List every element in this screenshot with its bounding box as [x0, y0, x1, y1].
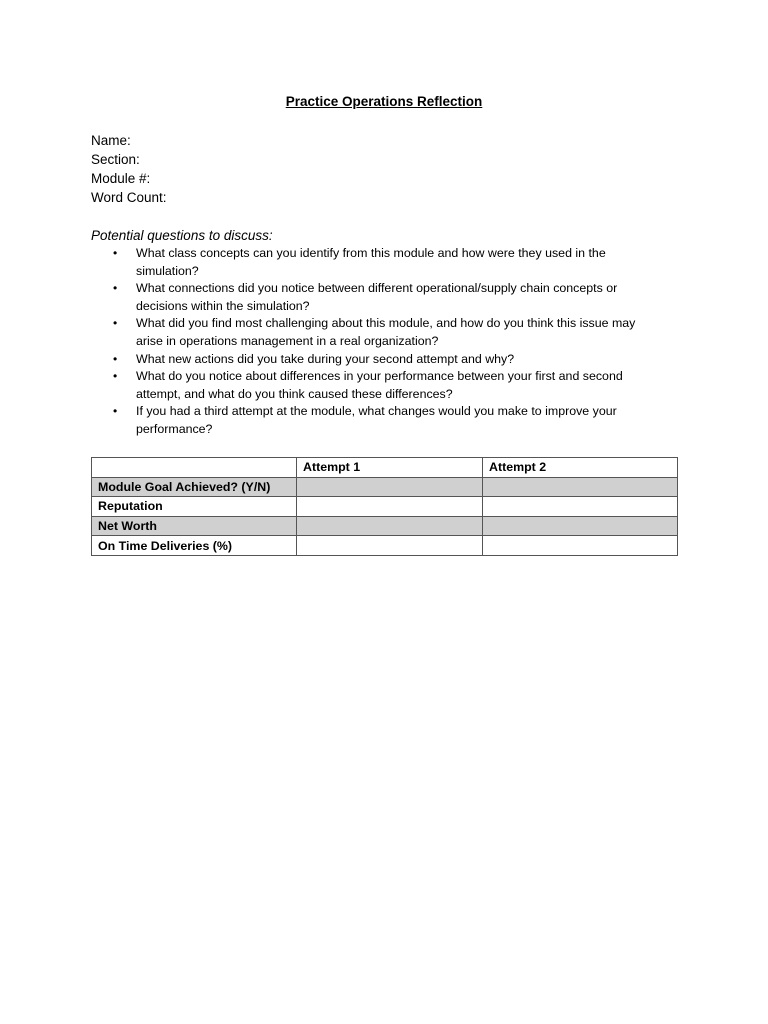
table-cell[interactable] [297, 516, 483, 536]
table-cell[interactable] [483, 477, 678, 497]
table-cell[interactable] [483, 516, 678, 536]
table-cell[interactable] [483, 497, 678, 517]
table-cell[interactable] [297, 477, 483, 497]
questions-list [91, 245, 651, 439]
bullet-icon: • [113, 404, 118, 419]
attempts-table [91, 457, 678, 556]
table-row [92, 516, 678, 536]
question-text: What do you notice about differences in your performance between your first and second attempt, and what do you think caused these differences? [136, 369, 623, 401]
bullet-icon: • [113, 316, 118, 331]
questions-prompt: Potential questions to discuss: [91, 228, 273, 243]
table-header-cell: Attempt 2 [483, 458, 678, 478]
table-header-cell [92, 458, 297, 478]
row-label: On Time Deliveries (%) [92, 536, 297, 556]
table-header-row [92, 458, 678, 478]
list-item [91, 351, 651, 369]
bullet-icon: • [113, 246, 118, 260]
list-item [91, 280, 651, 315]
document-title: Practice Operations Reflection [285, 94, 483, 109]
section-field-label: Section: [91, 152, 140, 167]
question-text: What connections did you notice between different operational/supply chain concepts or decisions within the simulation? [136, 281, 618, 313]
name-field-label: Name: [91, 133, 131, 148]
row-label: Net Worth [92, 516, 297, 536]
list-item [91, 315, 651, 350]
bullet-icon: • [113, 369, 118, 384]
question-text: What did you find most challenging about this module, and how do you think this issue may arise in operations management in a real organization? [136, 316, 636, 348]
list-item [91, 403, 651, 438]
table-cell[interactable] [483, 536, 678, 556]
bullet-icon: • [113, 281, 118, 296]
module-field-label: Module #: [91, 171, 151, 186]
table-cell[interactable] [297, 536, 483, 556]
table-row [92, 497, 678, 517]
table-row [92, 477, 678, 497]
table-cell[interactable] [297, 497, 483, 517]
list-item [91, 368, 651, 403]
question-text: What new actions did you take during your second attempt and why? [136, 351, 515, 366]
table-row [92, 536, 678, 556]
bullet-icon: • [113, 351, 118, 366]
list-item [91, 245, 651, 280]
question-text: If you had a third attempt at the module, what changes would you make to improve your performance? [136, 404, 617, 436]
row-label: Module Goal Achieved? (Y/N) [92, 477, 297, 497]
info-fields [91, 131, 167, 207]
word-count-field-label: Word Count: [91, 190, 167, 205]
row-label: Reputation [92, 497, 297, 517]
table-header-cell: Attempt 1 [297, 458, 483, 478]
question-text: What class concepts can you identify from this module and how were they used in the simulation? [136, 246, 606, 278]
